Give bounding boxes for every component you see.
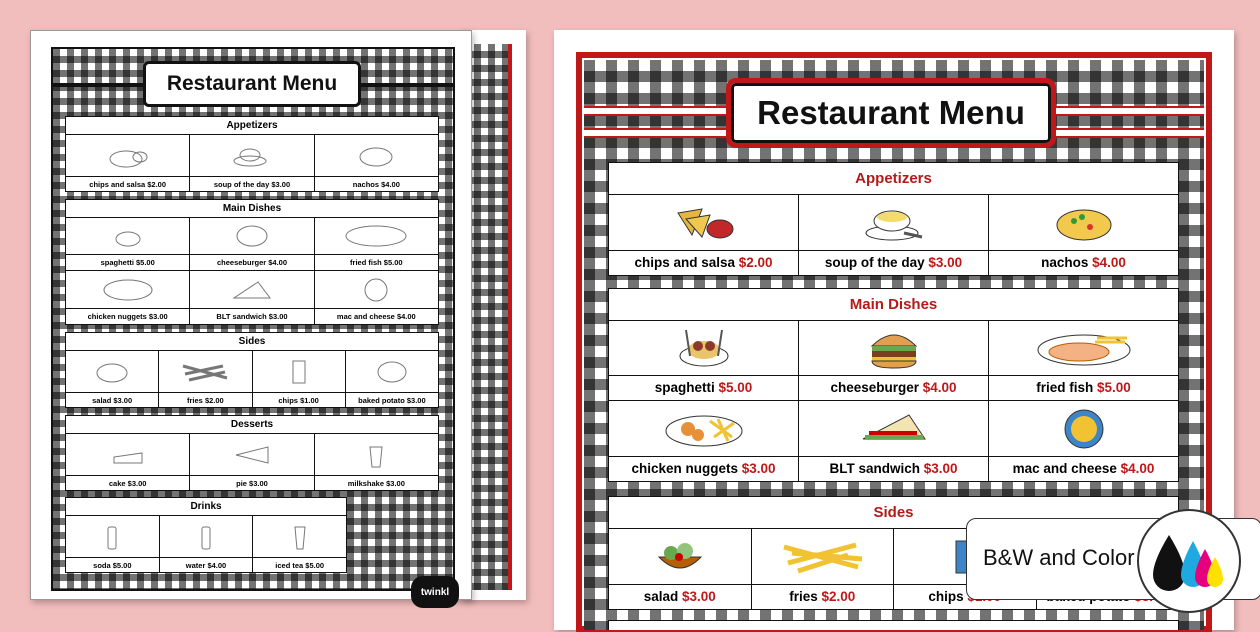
sandwich-icon: [859, 409, 929, 449]
menu-item: salad $3.00: [609, 529, 752, 609]
menu-item: chicken nuggets $3.00: [66, 271, 190, 324]
menu-item: iced tea $5.00: [253, 516, 346, 573]
spaghetti-icon: [113, 223, 143, 249]
mac-cheese-icon: [361, 277, 391, 303]
menu-item: mac and cheese $4.00: [315, 271, 438, 324]
fish-icon: [344, 224, 408, 248]
section-heading: Appetizers: [66, 117, 438, 135]
menu-item: fried fish $5.00: [315, 218, 438, 270]
menu-item: chips and salsa $2.00: [609, 195, 799, 275]
potato-icon: [375, 359, 409, 385]
section-heading: Desserts: [66, 416, 438, 434]
menu-item: salad $3.00: [66, 351, 159, 408]
pie-icon: [232, 443, 272, 467]
menu-item: cheeseburger $4.00: [190, 218, 314, 270]
menu-item: soda $5.00: [66, 516, 160, 573]
menu-item: soup of the day $3.00: [190, 135, 314, 192]
fries-icon: [179, 360, 231, 384]
fish-icon: [1035, 328, 1133, 368]
nachos-icon: [356, 143, 396, 169]
bw-menu-sheet: [30, 30, 472, 600]
menu-item: mac and cheese $4.00: [989, 401, 1178, 481]
menu-item: chips: [894, 529, 1037, 609]
spaghetti-icon: [676, 326, 732, 370]
water-icon: [199, 523, 213, 551]
menu-item: fried fish $5.00: [989, 321, 1178, 400]
badge-label: B&W and Color: [983, 545, 1135, 570]
menu-item: BLT sandwich $3.00: [190, 271, 314, 324]
menu-item: nachos $4.00: [315, 135, 438, 192]
section-heading: Main Dishes: [609, 289, 1178, 321]
mac-cheese-icon: [1060, 407, 1108, 451]
salad-icon: [94, 359, 130, 385]
section-heading: Appetizers: [609, 163, 1178, 195]
burger-icon: [866, 326, 922, 370]
menu-item: cake $3.00: [66, 434, 190, 491]
menu-item: chips $1.00: [253, 351, 346, 408]
bw-page-title: Restaurant Menu: [143, 61, 361, 107]
bw-section-desserts: [65, 415, 439, 491]
menu-item: chicken nuggets $3.00: [609, 401, 799, 481]
menu-item: spaghetti $5.00: [609, 321, 799, 400]
nuggets-icon: [662, 407, 746, 451]
soda-icon: [105, 523, 119, 551]
menu-item: soup of the day $3.00: [799, 195, 989, 275]
bw-and-color-badge: [966, 518, 1260, 600]
bw-section-sides: [65, 332, 439, 408]
bw-section-appetizers: [65, 116, 439, 192]
menu-item: fries $2.00: [752, 529, 895, 609]
menu-item: BLT sandwich $3.00: [799, 401, 989, 481]
menu-item: spaghetti $5.00: [66, 218, 190, 270]
menu-item: baked potato $3.00: [346, 351, 438, 408]
nuggets-icon: [102, 278, 154, 302]
soup-icon: [864, 203, 924, 243]
menu-item: fries $2.00: [159, 351, 252, 408]
menu-item: cheeseburger $4.00: [799, 321, 989, 400]
soup-icon: [232, 143, 272, 169]
twinkl-logo: twinkl: [411, 576, 459, 608]
chips-icon: [287, 359, 311, 385]
section-heading: Sides: [609, 497, 1178, 529]
section-heading: Main Dishes: [66, 200, 438, 218]
menu-item: milkshake $3.00: [315, 434, 438, 491]
page-title: Restaurant Menu: [726, 78, 1056, 148]
chips-salsa-icon: [672, 203, 736, 243]
cake-icon: [110, 443, 146, 467]
nachos-icon: [1054, 203, 1114, 243]
section-heading: Drinks: [66, 498, 346, 516]
menu-item: pie $3.00: [190, 434, 314, 491]
menu-item: water $4.00: [160, 516, 254, 573]
milkshake-icon: [366, 441, 386, 469]
section-main-dishes: [608, 288, 1179, 482]
bw-section-drinks: [65, 497, 347, 573]
menu-item: nachos $4.00: [989, 195, 1178, 275]
iced-tea-icon: [292, 523, 308, 551]
burger-icon: [234, 223, 270, 249]
bw-section-main-dishes: [65, 199, 439, 325]
section-heading: Sides: [66, 333, 438, 351]
menu-item: chips and salsa $2.00: [66, 135, 190, 192]
section-appetizers: [608, 162, 1179, 276]
fries-icon: [778, 537, 866, 577]
salad-icon: [655, 537, 705, 577]
sandwich-icon: [230, 278, 274, 302]
ink-drops-icon: [1137, 509, 1241, 613]
chips-salsa-icon: [106, 143, 150, 169]
